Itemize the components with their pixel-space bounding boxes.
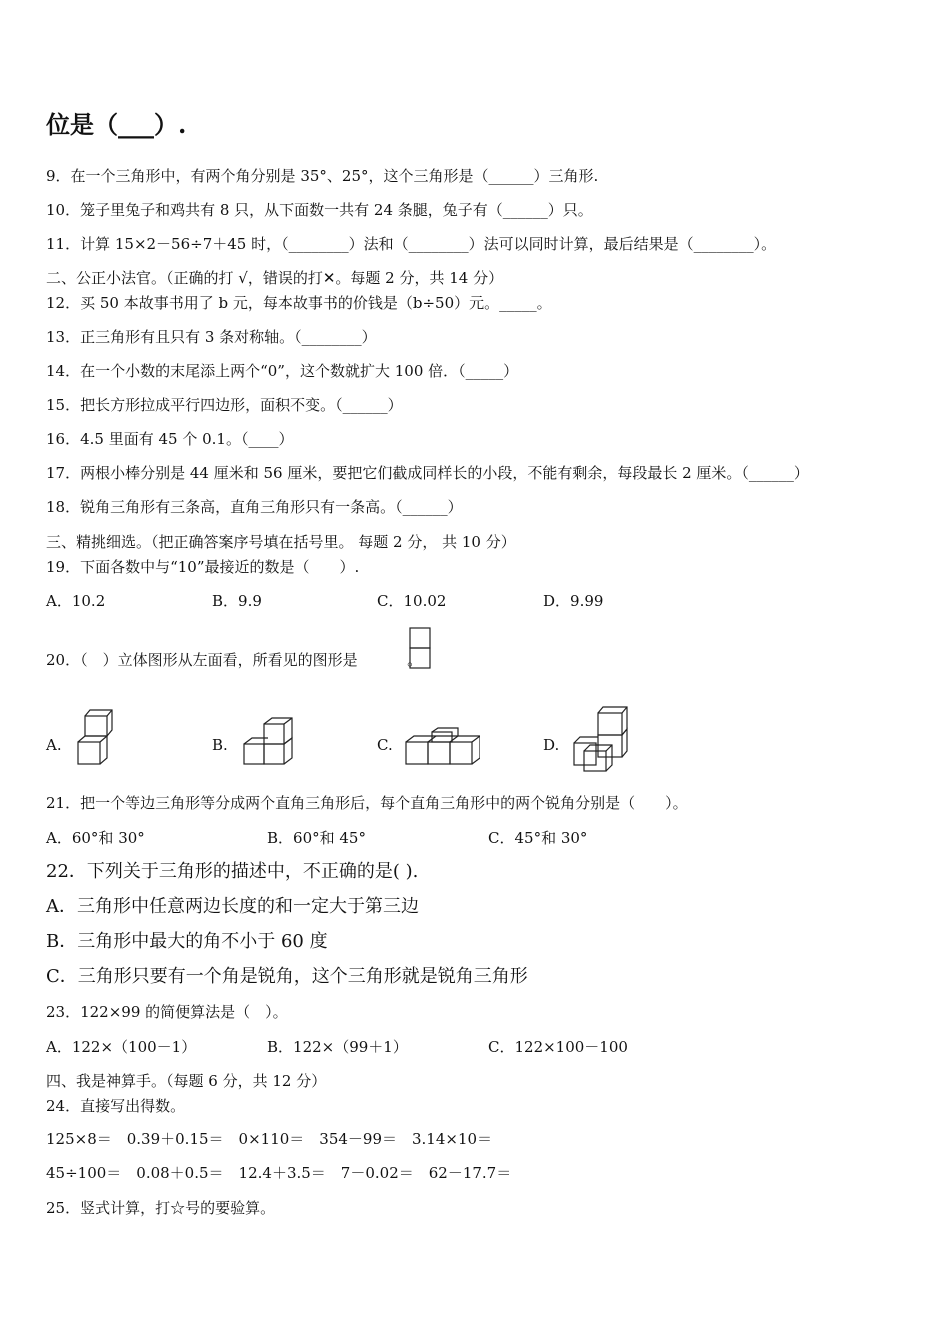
q20-option-a: A.	[46, 736, 62, 754]
question-19: 19．下面各数中与“10”最接近的数是（ ）.	[46, 558, 360, 576]
question-11: 11．计算 15×2－56÷7＋45 时，（________）法和（________）法可以同时计算，最后结果是（________）。	[46, 235, 777, 253]
q20-figure-c	[404, 726, 480, 768]
q23-option-a: A．122×（100－1）	[46, 1038, 197, 1056]
q20-option-c: C.	[377, 736, 393, 754]
section-3-heading: 三、精挑细选。（把正确答案序号填在括号里。 每题 2 分， 共 10 分）	[46, 533, 516, 551]
section-2-heading: 二、公正小法官。（正确的打 √，错误的打✕。每题 2 分，共 14 分）	[46, 269, 504, 287]
q19-option-a: A．10.2	[46, 592, 106, 610]
question-9: 9．在一个三角形中，有两个角分别是 35°、25°，这个三角形是（______）三角形.	[46, 167, 599, 185]
q21-option-b: B．60°和 45°	[267, 829, 366, 847]
question-20-text: 20．（ ）立体图形从左面看，所看见的图形是	[46, 651, 358, 669]
question-12: 12．买 50 本故事书用了 b 元，每本故事书的价钱是（b÷50）元。_____。	[46, 294, 552, 312]
q22-option-a: A．三角形中任意两边长度的和一定大于第三边	[46, 896, 419, 917]
question-15: 15．把长方形拉成平行四边形，面积不变。（______）	[46, 396, 403, 414]
section-4-heading: 四、我是神算手。（每题 6 分，共 12 分）	[46, 1072, 327, 1090]
q20-figure-b	[240, 714, 298, 768]
calc-row-2: 45÷100＝ 0.08＋0.5＝ 12.4＋3.5＝ 7－0.02＝ 62－17.7＝	[46, 1164, 512, 1182]
q23-option-c: C．122×100－100	[488, 1038, 628, 1056]
page-fragment-top: 位是（___）.	[46, 110, 187, 139]
q20-figure-a	[76, 706, 116, 768]
question-22: 22．下列关于三角形的描述中，不正确的是( ).	[46, 861, 419, 882]
calc-row-1: 125×8＝ 0.39＋0.15＝ 0×110＝ 354－99＝ 3.14×10＝	[46, 1130, 493, 1148]
question-21: 21．把一个等边三角形等分成两个直角三角形后，每个直角三角形中的两个锐角分别是（ ）。	[46, 794, 688, 812]
question-25: 25．竖式计算，打☆号的要验算。	[46, 1199, 276, 1217]
q19-option-c: C．10.02	[377, 592, 447, 610]
question-10: 10．笼子里兔子和鸡共有 8 只，从下面数一共有 24 条腿，兔子有（______）只。	[46, 201, 593, 219]
question-14: 14．在一个小数的末尾添上两个“0”，这个数就扩大 100 倍．（_____）	[46, 362, 519, 380]
q22-option-b: B．三角形中最大的角不小于 60 度	[46, 931, 328, 952]
q19-option-d: D．9.99	[543, 592, 604, 610]
q21-option-a: A．60°和 30°	[46, 829, 145, 847]
question-18: 18．锐角三角形有三条高，直角三角形只有一条高。（______）	[46, 498, 463, 516]
q19-option-b: B．9.9	[212, 592, 262, 610]
question-17: 17．两根小棒分别是 44 厘米和 56 厘米，要把它们截成同样长的小段，不能有剩余，每段最长 2 厘米。（______）	[46, 464, 809, 482]
q22-option-c: C．三角形只要有一个角是锐角，这个三角形就是锐角三角形	[46, 966, 528, 987]
question-20	[46, 650, 422, 670]
question-16: 16．4.5 里面有 45 个 0.1。（____）	[46, 430, 294, 448]
q21-option-c: C．45°和 30°	[488, 829, 588, 847]
q23-option-b: B．122×（99＋1）	[267, 1038, 408, 1056]
q20-option-d: D.	[543, 736, 560, 754]
question-13: 13．正三角形有且只有 3 条对称轴。（________）	[46, 328, 377, 346]
q20-figure-d	[570, 705, 634, 773]
question-23: 23．122×99 的简便算法是（ ）。	[46, 1003, 288, 1021]
question-24: 24．直接写出得数。	[46, 1097, 186, 1115]
q20-option-b: B.	[212, 736, 228, 754]
side-view-two-squares-figure	[408, 626, 432, 670]
question-20-end: 。	[407, 651, 423, 669]
